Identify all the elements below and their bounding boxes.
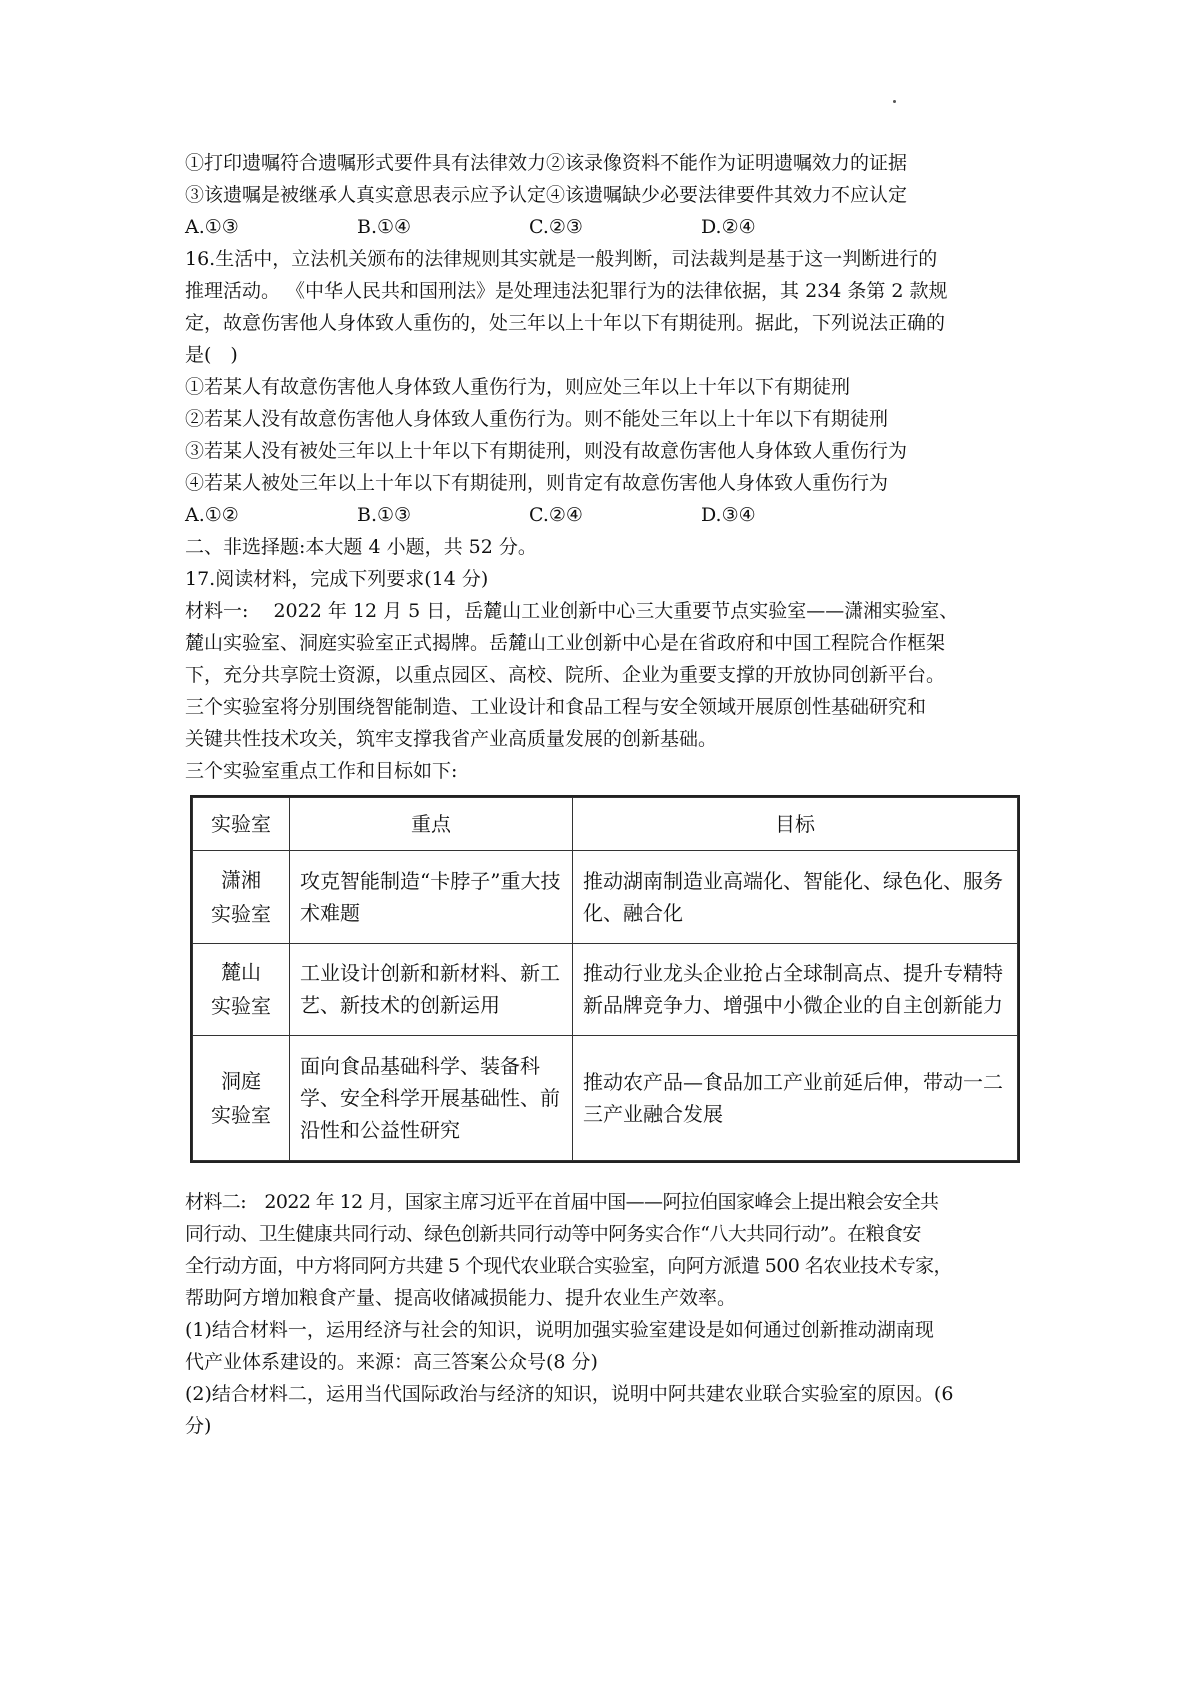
sub-question-1-line-2: 代产业体系建设的。来源：高三答案公众号(8 分) bbox=[185, 1351, 598, 1373]
lab-name-line-2: 实验室 bbox=[211, 994, 271, 1019]
q15-statement-3-4: ③该遗嘱是被继承人真实意思表示应予认定④该遗嘱缺少必要法律要件其效力不应认定 bbox=[185, 184, 908, 206]
labs-table bbox=[190, 795, 1020, 1163]
q16-option-a: A.①② bbox=[185, 504, 239, 526]
table-row bbox=[193, 1036, 1018, 1161]
material-1-line-5: 关键共性技术攻关，筑牢支撑我省产业高质量发展的创新基础。 bbox=[185, 728, 718, 750]
q15-option-b: B.①④ bbox=[357, 216, 412, 238]
upper-text-block bbox=[185, 147, 1030, 787]
focus-cell: 攻克智能制造“卡脖子”重大技术难题 bbox=[290, 851, 573, 944]
lab-name-line-1: 洞庭 bbox=[221, 1069, 261, 1094]
q16-statement-1: ①若某人有故意伤害他人身体致人重伤行为，则应处三年以上十年以下有期徒刑 bbox=[185, 376, 851, 398]
q16-statement-2: ②若某人没有故意伤害他人身体致人重伤行为。则不能处三年以上十年以下有期徒刑 bbox=[185, 408, 889, 430]
material-1-line-2: 麓山实验室、洞庭实验室正式揭牌。岳麓山工业创新中心是在省政府和中国工程院合作框架 bbox=[185, 632, 946, 654]
q16-option-b: B.①③ bbox=[357, 504, 412, 526]
table-row bbox=[193, 851, 1018, 944]
q16-options bbox=[185, 499, 1030, 531]
focus-cell: 面向食品基础科学、装备科学、安全科学开展基础性、前沿性和公益性研究 bbox=[290, 1036, 573, 1161]
material-2-line-1: 材料二: 2022 年 12 月，国家主席习近平在首届中国——阿拉伯国家峰会上提出粮会安全共 bbox=[185, 1191, 939, 1213]
material-1-line-3: 下，充分共享院士资源，以重点园区、高校、院所、企业为重要支撑的开放协同创新平台。 bbox=[185, 664, 946, 686]
q16-statement-4: ④若某人被处三年以上十年以下有期徒刑，则肯定有故意伤害他人身体致人重伤行为 bbox=[185, 472, 889, 494]
q16-stem-line-3: 定，故意伤害他人身体致人重伤的，处三年以上十年以下有期徒刑。据此，下列说法正确的 bbox=[185, 312, 946, 334]
q16-option-d: D.③④ bbox=[701, 504, 756, 526]
q16-stem-line-2: 推理活动。 《中华人民共和国刑法》是处理违法犯罪行为的法律依据，其 234 条第 2 款规 bbox=[185, 280, 948, 302]
lab-name-cell bbox=[193, 943, 290, 1036]
material-1-line-4: 三个实验室将分别围绕智能制造、工业设计和食品工程与安全领域开展原创性基础研究和 bbox=[185, 696, 927, 718]
sub-question-2-line-1: (2)结合材料二，运用当代国际政治与经济的知识，说明中阿共建农业联合实验室的原因。(6 bbox=[185, 1383, 954, 1405]
lab-name-line-2: 实验室 bbox=[211, 901, 271, 926]
table-header-row bbox=[193, 798, 1018, 851]
header-lab: 实验室 bbox=[193, 798, 290, 851]
goal-cell: 推动行业龙头企业抢占全球制高点、提升专精特新品牌竞争力、增强中小微企业的自主创新能力 bbox=[573, 943, 1018, 1036]
lab-name-line-1: 麓山 bbox=[221, 960, 261, 985]
q16-stem-line-1: 16.生活中，立法机关颁布的法律规则其实就是一般判断，司法裁判是基于这一判断进行的 bbox=[185, 248, 938, 270]
q15-option-c: C.②③ bbox=[529, 216, 583, 238]
q16-option-c: C.②④ bbox=[529, 504, 583, 526]
goal-cell: 推动农产品—食品加工产业前延后伸，带动一二三产业融合发展 bbox=[573, 1036, 1018, 1161]
material-2-line-2: 同行动、卫生健康共同行动、绿色创新共同行动等中阿务实合作“八大共同行动”。在粮食安 bbox=[185, 1223, 921, 1245]
material-1-line-6: 三个实验室重点工作和目标如下: bbox=[185, 760, 458, 782]
focus-cell: 工业设计创新和新材料、新工艺、新技术的创新运用 bbox=[290, 943, 573, 1036]
material-2-line-3: 全行动方面，中方将同阿方共建 5 个现代农业联合实验室，向阿方派遣 500 名农业技术专家， bbox=[185, 1255, 952, 1277]
section-2-heading: 二、非选择题:本大题 4 小题，共 52 分。 bbox=[185, 536, 537, 558]
q15-options bbox=[185, 211, 1030, 243]
q15-statement-1-2: ①打印遗嘱符合遗嘱形式要件具有法律效力②该录像资料不能作为证明遗嘱效力的证据 bbox=[185, 152, 908, 174]
material-1-line-1: 材料一: 2022 年 12 月 5 日，岳麓山工业创新中心三大重要节点实验室——潇湘实验室、 bbox=[185, 600, 959, 622]
q16-stem-line-4: 是( ) bbox=[185, 344, 238, 366]
q15-option-d: D.②④ bbox=[701, 216, 756, 238]
lower-text-block bbox=[185, 1186, 1030, 1442]
table-row bbox=[193, 943, 1018, 1036]
lab-name-cell bbox=[193, 851, 290, 944]
header-goal: 目标 bbox=[573, 798, 1018, 851]
sub-question-2-line-2: 分) bbox=[185, 1415, 212, 1437]
labs-table-grid bbox=[192, 797, 1018, 1161]
scan-speck bbox=[893, 100, 896, 103]
q17-heading: 17.阅读材料，完成下列要求(14 分) bbox=[185, 568, 489, 590]
lab-name-cell bbox=[193, 1036, 290, 1161]
material-2-line-4: 帮助阿方增加粮食产量、提高收储减损能力、提升农业生产效率。 bbox=[185, 1287, 737, 1309]
q15-option-a: A.①③ bbox=[185, 216, 239, 238]
goal-cell: 推动湖南制造业高端化、智能化、绿色化、服务化、融合化 bbox=[573, 851, 1018, 944]
sub-question-1-line-1: (1)结合材料一，运用经济与社会的知识，说明加强实验室建设是如何通过创新推动湖南现 bbox=[185, 1319, 934, 1341]
lab-name-line-1: 潇湘 bbox=[221, 867, 261, 892]
lab-name-line-2: 实验室 bbox=[211, 1103, 271, 1128]
q16-statement-3: ③若某人没有被处三年以上十年以下有期徒刑，则没有故意伤害他人身体致人重伤行为 bbox=[185, 440, 908, 462]
header-focus: 重点 bbox=[290, 798, 573, 851]
